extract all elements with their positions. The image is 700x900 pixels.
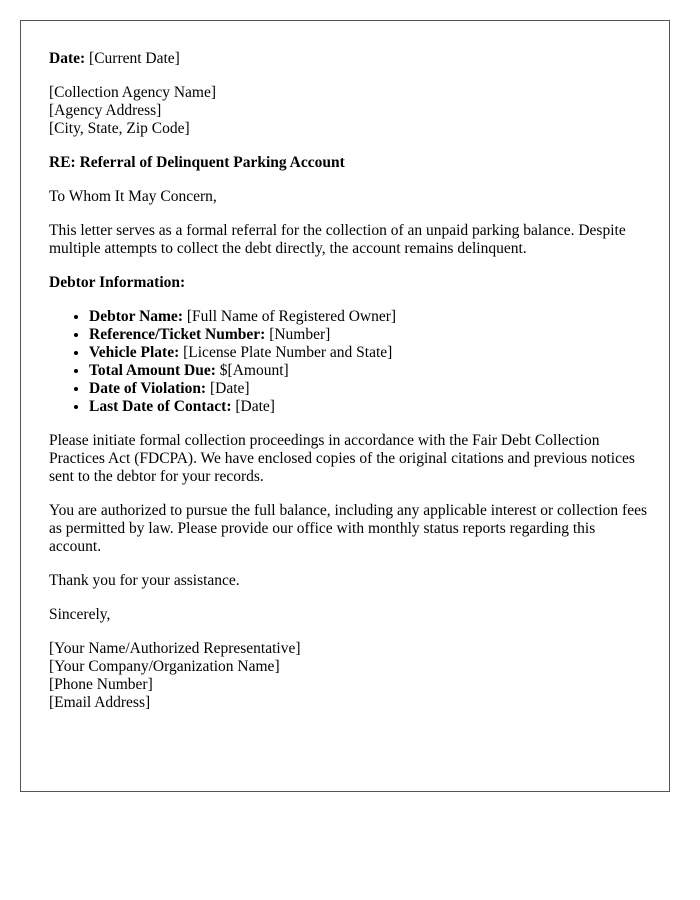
date-value: [Current Date] [89,50,180,67]
list-item [89,398,649,416]
list-item [89,308,649,326]
debtor-item-label: Last Date of Contact: [89,398,232,415]
debtor-item-value: [Date] [235,398,275,415]
letter-page [20,20,670,792]
signature-email: [Email Address] [49,694,151,711]
closing-line: Sincerely, [49,606,111,623]
subject-text: RE: Referral of Delinquent Parking Account [49,154,345,171]
list-item [89,344,649,362]
debtor-item-value: [Number] [269,326,331,343]
authorization-paragraph: You are authorized to pursue the full balance, including any applicable interest or collection fees as permitted by law. Please provide our office with monthly status reports regarding this account. [49,502,647,555]
signature-company: [Your Company/Organization Name] [49,658,280,675]
debtor-item-label: Date of Violation: [89,380,207,397]
salutation: To Whom It May Concern, [49,188,217,205]
list-item [89,362,649,380]
debtor-info-list [49,308,649,416]
subject-line [49,154,649,172]
debtor-item-value: $[Amount] [219,362,289,379]
debtor-item-value: [Date] [209,380,250,397]
proceedings-paragraph: Please initiate formal collection proceedings in accordance with the Fair Debt Collection Practices Act (FDCPA). We have enclosed copies of the original citations and previous notices sent to the debtor for your records. [49,432,635,485]
debtor-item-value: [Full Name of Registered Owner] [186,308,397,325]
date-label: Date: [49,50,86,67]
debtor-heading-text: Debtor Information: [49,274,186,291]
intro-paragraph: This letter serves as a formal referral for the collection of an unpaid parking balance. Despite multiple attempts to collect the debt directly, the account remains delinquent. [49,222,626,257]
list-item [89,380,649,398]
thanks-line: Thank you for your assistance. [49,572,240,589]
recipient-street: [Agency Address] [49,102,162,119]
debtor-item-value: [License Plate Number and State] [183,344,393,361]
signature-name: [Your Name/Authorized Representative] [49,640,301,657]
debtor-item-label: Vehicle Plate: [89,344,180,361]
debtor-item-label: Total Amount Due: [89,362,216,379]
list-item [89,326,649,344]
signature-block [49,640,649,712]
debtor-item-label: Reference/Ticket Number: [89,326,266,343]
signature-phone: [Phone Number] [49,676,153,693]
date-line [49,50,649,68]
debtor-heading [49,274,649,292]
recipient-name: [Collection Agency Name] [49,84,217,101]
debtor-item-label: Debtor Name: [89,308,183,325]
recipient-address [49,84,649,138]
recipient-city-state-zip: [City, State, Zip Code] [49,120,190,137]
